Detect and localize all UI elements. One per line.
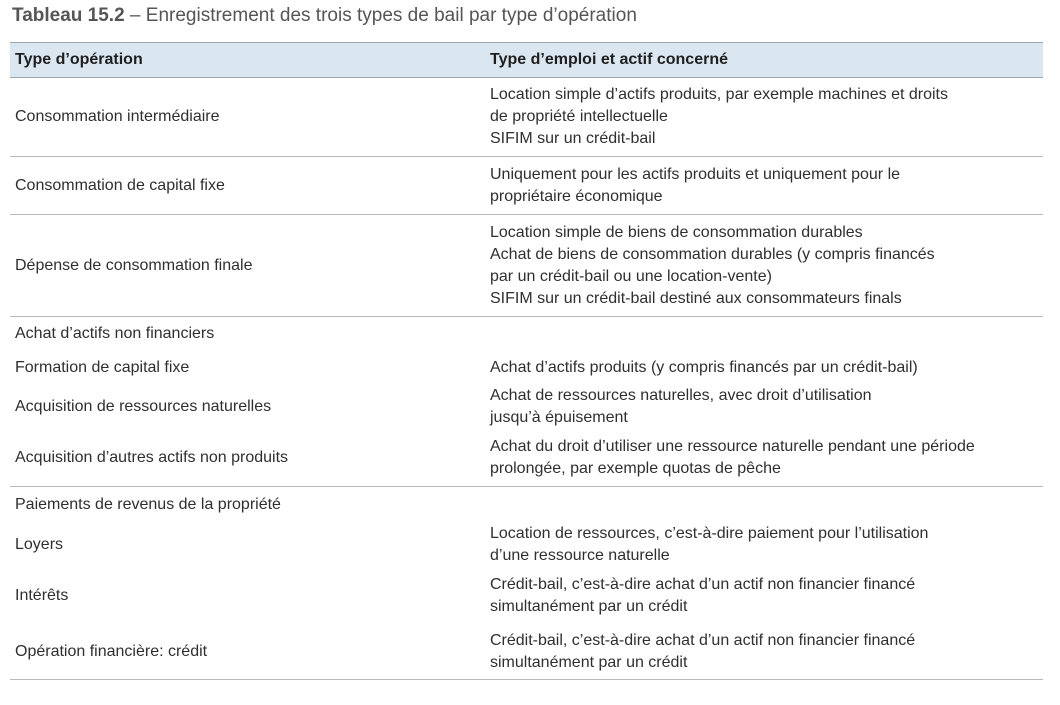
table-title: – Enregistrement des trois types de bail par type d’opération: [124, 5, 637, 26]
operation-type-cell: Paiements de revenus de la propriété: [15, 495, 281, 513]
table-row: [10, 215, 1043, 317]
use-type-line: SIFIM sur un crédit-bail destiné aux consommateurs finals: [490, 289, 902, 307]
table-body: [10, 78, 1043, 680]
header-use-type: Type d’emploi et actif concerné: [490, 51, 728, 68]
header-operation-type: Type d’opération: [15, 51, 143, 68]
use-type-line: d’une ressource naturelle: [490, 546, 670, 564]
use-type-line: simultanément par un crédit: [490, 653, 688, 671]
use-type-cell: [490, 215, 1035, 316]
use-type-line: par un crédit-bail ou une location-vente): [490, 267, 772, 285]
table-row: [10, 522, 1043, 567]
table-row: [10, 487, 1043, 522]
use-type-cell: [490, 78, 1035, 156]
table-row: [10, 78, 1043, 157]
use-type-line: Achat de ressources naturelles, avec droit d’utilisation: [490, 386, 872, 404]
use-type-line: Achat du droit d’utiliser une ressource naturelle pendant une période: [490, 437, 975, 455]
use-type-cell: [490, 384, 1035, 429]
use-type-line: Location simple d’actifs produits, par exemple machines et droits: [490, 86, 948, 103]
use-type-cell: [490, 522, 1035, 567]
operation-type-cell: Intérêts: [15, 586, 69, 604]
table-row: [10, 157, 1043, 215]
lease-table: [10, 42, 1043, 680]
use-type-line: de propriété intellectuelle: [490, 108, 668, 125]
use-type-line: Crédit-bail, c’est-à-dire achat d’un actif non financier financé: [490, 631, 916, 649]
use-type-cell: [490, 429, 1035, 486]
use-type-line: Crédit-bail, c’est-à-dire achat d’un actif non financier financé: [490, 575, 916, 593]
use-type-line: SIFIM sur un crédit-bail: [490, 130, 656, 147]
use-type-cell: [490, 317, 1035, 351]
use-type-cell: [490, 487, 1035, 522]
table-row: [10, 624, 1043, 680]
table-number: Tableau 15.2: [12, 5, 125, 26]
operation-type-cell: Opération financière: crédit: [15, 642, 208, 660]
use-type-cell: [490, 351, 1035, 384]
table-header: [10, 42, 1043, 78]
use-type-line: Achat d’actifs produits (y compris financés par un crédit-bail): [490, 358, 918, 376]
use-type-line: Achat de biens de consommation durables (y compris financés: [490, 245, 935, 263]
table-caption: [12, 5, 637, 27]
operation-type-cell: Formation de capital fixe: [15, 358, 190, 376]
table-row: [10, 384, 1043, 429]
operation-type-cell: Acquisition de ressources naturelles: [15, 397, 272, 415]
operation-type-cell: Consommation de capital fixe: [15, 176, 225, 194]
use-type-line: Uniquement pour les actifs produits et uniquement pour le: [490, 165, 901, 183]
use-type-line: simultanément par un crédit: [490, 597, 688, 615]
table-row: [10, 429, 1043, 487]
use-type-cell: [490, 624, 1035, 679]
use-type-cell: [490, 567, 1035, 624]
table-row: [10, 351, 1043, 384]
operation-type-cell: Consommation intermédiaire: [15, 108, 220, 125]
operation-type-cell: Loyers: [15, 535, 64, 553]
use-type-line: Location simple de biens de consommation durables: [490, 223, 863, 241]
operation-type-cell: Achat d’actifs non financiers: [15, 325, 215, 342]
use-type-cell: [490, 157, 1035, 214]
table-row: [10, 567, 1043, 624]
use-type-line: propriétaire économique: [490, 187, 663, 205]
operation-type-cell: Dépense de consommation finale: [15, 256, 253, 274]
operation-type-cell: Acquisition d’autres actifs non produits: [15, 448, 289, 466]
use-type-line: prolongée, par exemple quotas de pêche: [490, 459, 781, 477]
use-type-line: jusqu’à épuisement: [490, 408, 628, 426]
use-type-line: Location de ressources, c’est-à-dire paiement pour l’utilisation: [490, 524, 929, 542]
table-row: [10, 317, 1043, 351]
